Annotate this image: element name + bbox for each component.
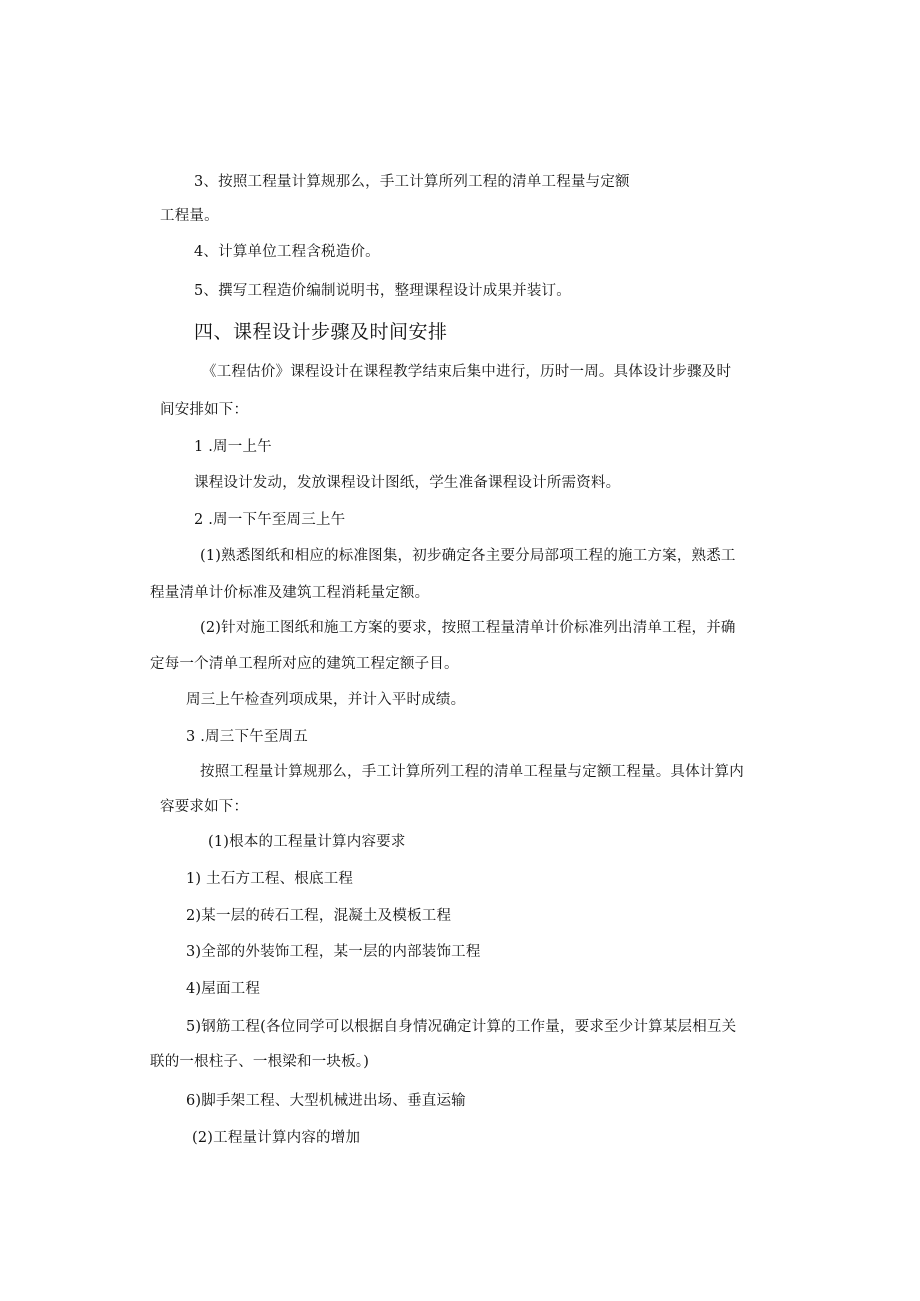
step-3-desc-cont: 容要求如下：	[160, 799, 249, 815]
text-line-item-4: 4、计算单位工程含税造价。	[194, 244, 380, 260]
text-line-item-5: 5、撰写工程造价编制说明书，整理课程设计成果并装订。	[194, 283, 571, 299]
schedule-step-1-desc: 课程设计发动，发放课程设计图纸，学生准备课程设计所需资料。	[194, 475, 621, 491]
step-2-item-1-cont: 程量清单计价标准及建筑工程消耗量定额。	[150, 585, 430, 601]
basic-requirements: (1)根本的工程量计算内容要求	[208, 834, 406, 850]
step-2-check: 周三上午检查列项成果，并计入平时成绩。	[186, 692, 466, 708]
requirement-5: 5)钢筋工程(各位同学可以根据自身情况确定计算的工作量，要求至少计算某层相互关	[186, 1019, 737, 1035]
step-2-item-2-cont: 定每一个清单工程所对应的建筑工程定额子目。	[150, 656, 459, 672]
paragraph-intro: 《工程估价》课程设计在课程教学结束后集中进行，历时一周。具体设计步骤及时	[202, 364, 732, 380]
requirement-1: 1) 土石方工程、根底工程	[186, 871, 354, 887]
step-3-desc: 按照工程量计算规那么，手工计算所列工程的清单工程量与定额工程量。具体计算内	[200, 764, 744, 780]
added-requirements: (2)工程量计算内容的增加	[192, 1130, 361, 1146]
schedule-step-1: 1 .周一上午	[194, 439, 272, 455]
requirement-5-cont: 联的一根柱子、一根梁和一块板。)	[150, 1054, 370, 1070]
requirement-6: 6)脚手架工程、大型机械进出场、垂直运输	[186, 1093, 466, 1109]
requirement-4: 4)屋面工程	[186, 981, 261, 997]
requirement-2: 2)某一层的砖石工程，混凝土及模板工程	[186, 908, 452, 924]
schedule-step-2: 2 .周一下午至周三上午	[194, 512, 346, 528]
step-2-item-2: (2)针对施工图纸和施工方案的要求，按照工程量清单计价标准列出清单工程，并确	[200, 620, 736, 636]
text-line-item-3-cont: 工程量。	[160, 208, 219, 224]
paragraph-intro-cont: 间安排如下：	[160, 402, 249, 418]
requirement-3: 3)全部的外装饰工程，某一层的内部装饰工程	[186, 944, 481, 960]
schedule-step-3: 3 .周三下午至周五	[186, 729, 308, 745]
section-heading: 四、课程设计步骤及时间安排	[194, 321, 448, 343]
text-line-item-3: 3、按照工程量计算规那么，手工计算所列工程的清单工程量与定额	[194, 174, 630, 190]
step-2-item-1: (1)熟悉图纸和相应的标准图集，初步确定各主要分局部项工程的施工方案，熟悉工	[200, 548, 736, 564]
